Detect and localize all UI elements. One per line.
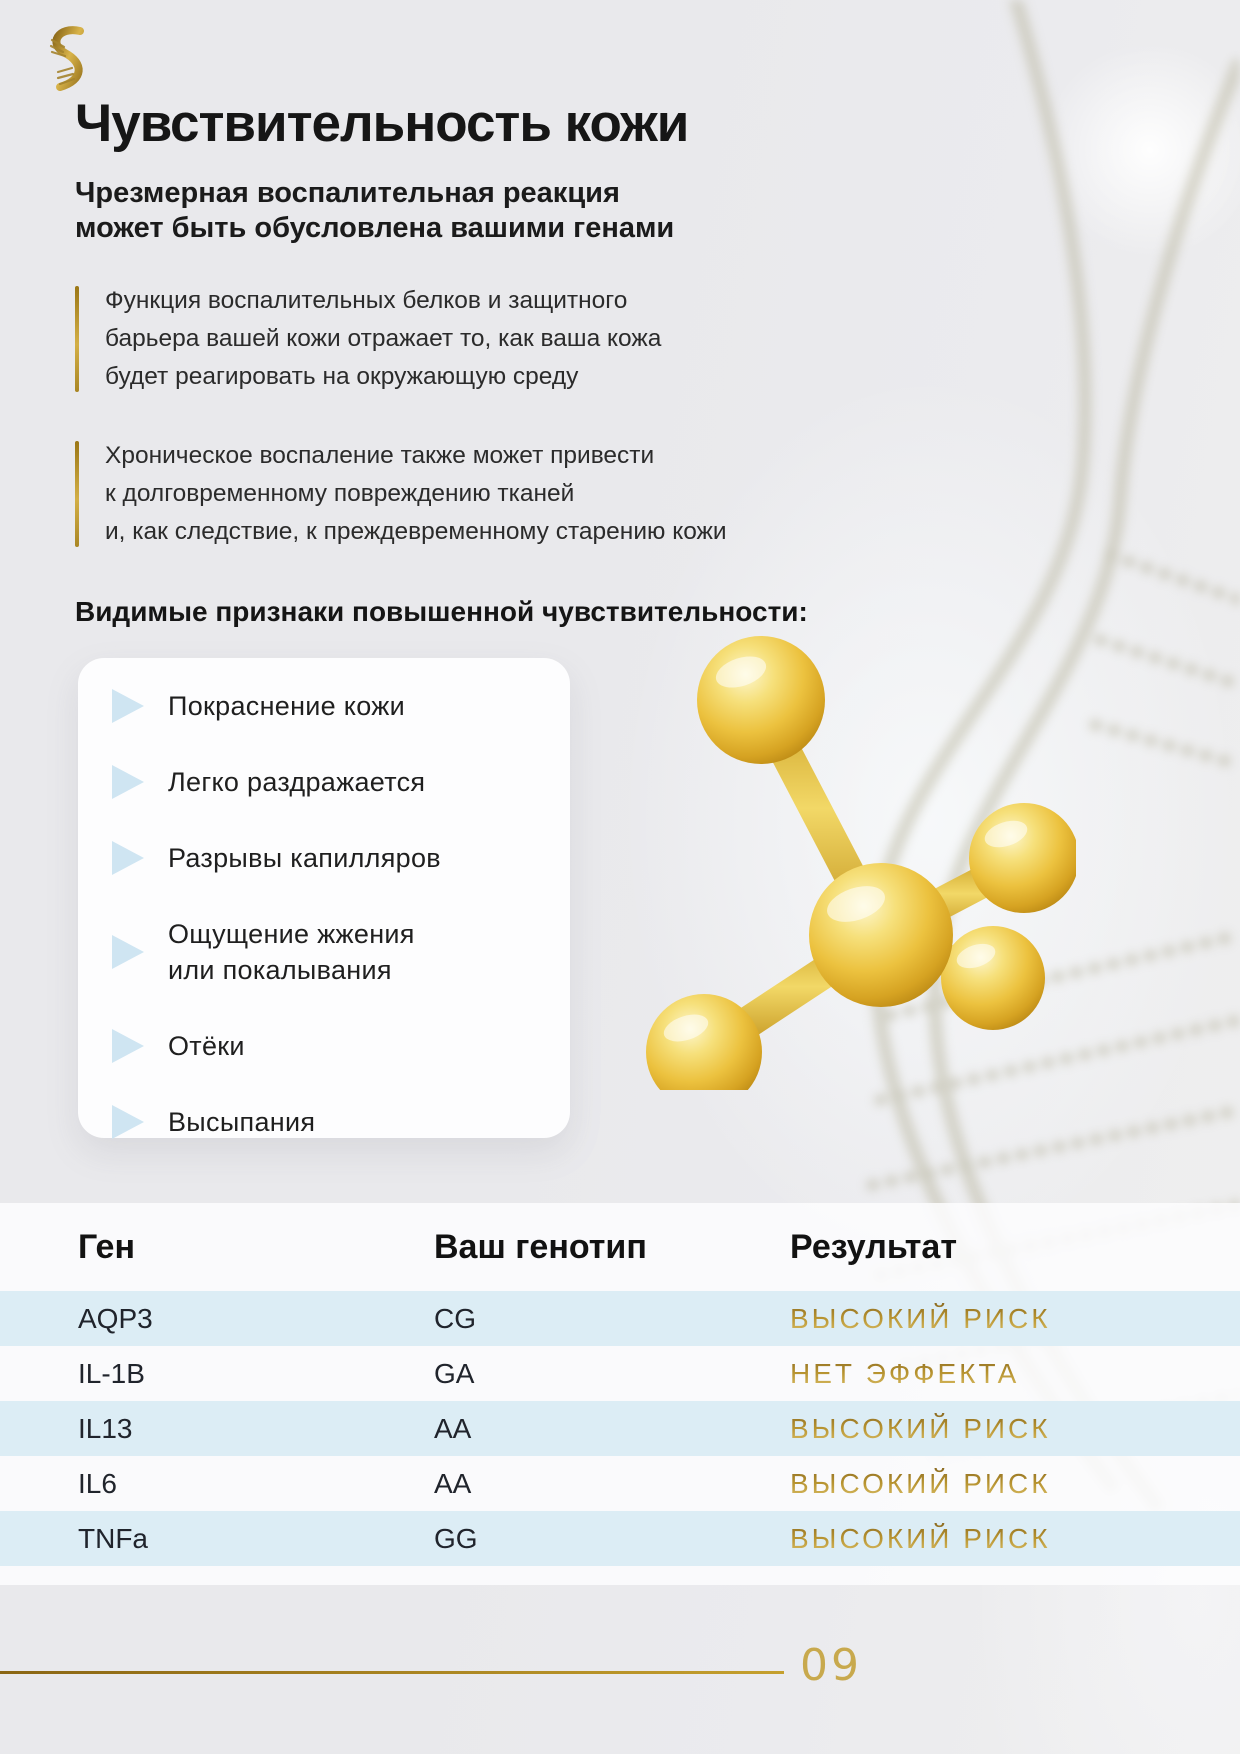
table-row bbox=[0, 1456, 1240, 1511]
subtitle-line-1: Чрезмерная воспалительная реакция bbox=[75, 177, 620, 209]
paragraph-line: будет реагировать на окружающую среду bbox=[105, 363, 579, 390]
arrow-right-icon bbox=[112, 841, 144, 875]
gene-cell: AQP3 bbox=[78, 1302, 153, 1334]
intro-paragraph-2 bbox=[75, 437, 727, 551]
list-item bbox=[112, 840, 550, 876]
gene-cell: IL6 bbox=[78, 1467, 117, 1499]
signs-heading: Видимые признаки повышенной чувствительности: bbox=[75, 596, 808, 627]
footer-divider bbox=[0, 1671, 784, 1674]
sign-label: Отёки bbox=[168, 1031, 245, 1061]
column-header-result: Результат bbox=[790, 1227, 957, 1266]
list-item bbox=[112, 764, 550, 800]
arrow-right-icon bbox=[112, 765, 144, 799]
sign-label: Разрывы капилляров bbox=[168, 843, 441, 873]
list-item bbox=[112, 1104, 550, 1140]
intro-paragraph-1 bbox=[75, 282, 661, 396]
sign-label: Покраснение кожи bbox=[168, 691, 405, 721]
sign-label: Высыпания bbox=[168, 1107, 316, 1137]
result-cell: НЕТ ЭФФЕКТА bbox=[790, 1358, 1240, 1390]
paragraph-line: Функция воспалительных белков и защитного bbox=[105, 287, 628, 314]
list-item bbox=[112, 1028, 550, 1064]
table-body bbox=[0, 1291, 1240, 1566]
genotype-cell: AA bbox=[434, 1412, 472, 1444]
genotype-cell: AA bbox=[434, 1467, 472, 1499]
arrow-right-icon bbox=[112, 1105, 144, 1139]
table-row bbox=[0, 1511, 1240, 1566]
arrow-right-icon bbox=[112, 689, 144, 723]
table-header-row bbox=[0, 1203, 1240, 1271]
genotype-cell: GG bbox=[434, 1522, 478, 1554]
page-subtitle bbox=[75, 176, 674, 246]
gene-cell: IL-1B bbox=[78, 1357, 145, 1389]
page-number: 09 bbox=[800, 1640, 862, 1691]
genotype-cell: CG bbox=[434, 1302, 476, 1334]
table-row bbox=[0, 1291, 1240, 1346]
paragraph-line: барьера вашей кожи отражает то, как ваша кожа bbox=[105, 325, 662, 352]
paragraph-line: Хроническое воспаление также может привести bbox=[105, 442, 655, 469]
dna-logo-icon bbox=[44, 24, 90, 104]
result-cell: ВЫСОКИЙ РИСК bbox=[790, 1413, 1240, 1445]
genetics-table bbox=[0, 1203, 1240, 1585]
gene-cell: TNFa bbox=[78, 1522, 148, 1554]
arrow-right-icon bbox=[112, 1029, 144, 1063]
page-title: Чувствительность кожи bbox=[75, 94, 689, 153]
gene-cell: IL13 bbox=[78, 1412, 133, 1444]
paragraph-line: и, как следствие, к преждевременному старению кожи bbox=[105, 518, 727, 545]
signs-card bbox=[78, 658, 570, 1138]
table-row bbox=[0, 1346, 1240, 1401]
column-header-gene: Ген bbox=[78, 1227, 135, 1266]
arrow-right-icon bbox=[112, 935, 144, 969]
genotype-cell: GA bbox=[434, 1357, 475, 1389]
sign-label: Ощущение жжения или покалывания bbox=[168, 919, 415, 985]
paragraph-line: к долговременному повреждению тканей bbox=[105, 480, 575, 507]
sign-label: Легко раздражается bbox=[168, 767, 426, 797]
result-cell: ВЫСОКИЙ РИСК bbox=[790, 1468, 1240, 1500]
column-header-genotype: Ваш генотип bbox=[434, 1227, 647, 1266]
list-item bbox=[112, 916, 550, 988]
table-row bbox=[0, 1401, 1240, 1456]
subtitle-line-2: может быть обусловлена вашими генами bbox=[75, 211, 675, 244]
list-item bbox=[112, 688, 550, 724]
result-cell: ВЫСОКИЙ РИСК bbox=[790, 1303, 1240, 1335]
result-cell: ВЫСОКИЙ РИСК bbox=[790, 1523, 1240, 1555]
molecule-image bbox=[556, 570, 1076, 1090]
